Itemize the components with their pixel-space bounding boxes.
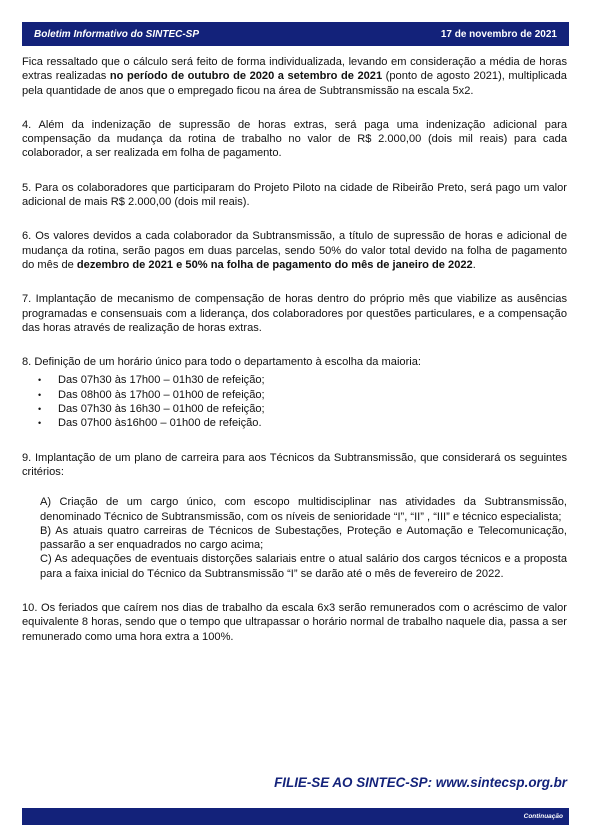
paragraph-9: 9. Implantação de um plano de carreira para aos Técnicos da Subtransmissão, que considerará os seguintes critérios:	[22, 451, 567, 478]
bulletin-date: 17 de novembro de 2021	[440, 28, 557, 40]
intro-period-highlight: no período de outubro de 2020 a setembro de 2021	[109, 70, 383, 83]
paragraph-intro: Fica ressaltado que o cálculo será feito de forma individualizada, levando em consideração a média de horas extras realizadas no período de outubro de 2020 a setembro de 2021 (ponto de agosto 2021), multiplicada pela quantidade de anos que o empregado ficou na área de Subtransmissão na escala 5x2.	[22, 56, 567, 97]
bulletin-title: Boletim Informativo do SINTEC-SP	[34, 28, 200, 40]
payment-dates-highlight: dezembro de 2021 e 50% na folha de pagamento do mês de janeiro de 2022	[76, 258, 473, 271]
membership-call-to-action[interactable]: FILIE-SE AO SINTEC-SP: www.sintecsp.org.br	[274, 775, 567, 790]
paragraph-10: 10. Os feriados que caírem nos dias de trabalho da escala 6x3 serão remunerados com o acréscimo de valor equivalente 8 horas, sendo que o tempo que ultrapassar o horário normal de trabalho naquele dia, passa a ser remunerado como uma hora extra a 100%.	[22, 602, 567, 643]
criteria-item: B) As atuais quatro carreiras de Técnicos de Subestações, Proteção e Automação e Telecomunicação, passarão a ser enquadrados no cargo acima;	[40, 524, 567, 552]
continuation-label: Continuação	[523, 813, 563, 820]
list-item: • Das 07h30 às 16h30 – 01h00 de refeição;	[46, 402, 567, 416]
list-item: • Das 07h30 às 17h00 – 01h30 de refeição;	[46, 373, 567, 387]
criteria-item: C) As adequações de eventuais distorções salariais entre o atual salário dos cargos técnicos e a proposta para a faixa inicial do Técnico da Subtransmissão “I” se darão até o mês de fevereiro de 2022.	[40, 553, 567, 580]
career-criteria-list	[40, 495, 567, 581]
list-item: • Das 07h00 às16h00 – 01h00 de refeição.	[46, 416, 567, 430]
paragraph-5: 5. Para os colaboradores que participaram do Projeto Piloto na cidade de Ribeirão Preto, será pago um valor adicional de mais R$ 2.000,00 (dois mil reais).	[22, 181, 567, 209]
footer-bar	[22, 808, 569, 825]
paragraph-8: 8. Definição de um horário único para todo o departamento à escolha da maioria:	[22, 356, 422, 369]
paragraph-6: 6. Os valores devidos a cada colaborador da Subtransmissão, a título de supressão de horas e adicional de mudança da rotina, serão pagos em duas parcelas, sendo 50% do valor total devido na folha de pagamento do mês de dezembro de 2021 e 50% na folha de pagamento do mês de janeiro de 2022.	[22, 230, 567, 271]
list-item: • Das 08h00 às 17h00 – 01h00 de refeição;	[46, 388, 567, 402]
paragraph-4: 4. Além da indenização de supressão de horas extras, será paga uma indenização adicional para compensação da mudança da rotina de trabalho no valor de R$ 2.000,00 (dois mil reais) para cada colaborador, a ser realizada em folha de pagamento.	[22, 118, 567, 160]
schedule-options-list	[22, 373, 567, 430]
paragraph-7: 7. Implantação de mecanismo de compensação de horas dentro do próprio mês que viabilize as ausências programadas e consensuais com a liderança, dos colaboradores por questões particulares, e a compensação das horas através de realização de horas extras.	[22, 293, 567, 334]
document-body	[22, 55, 567, 664]
header-bar	[22, 22, 569, 46]
criteria-item: A) Criação de um cargo único, com escopo multidisciplinar nas atividades da Subtransmissão, denominado Técnico de Subtransmissão, com os níveis de senioridade “I”, “II” , “III” e técnico especialista;	[40, 496, 567, 523]
